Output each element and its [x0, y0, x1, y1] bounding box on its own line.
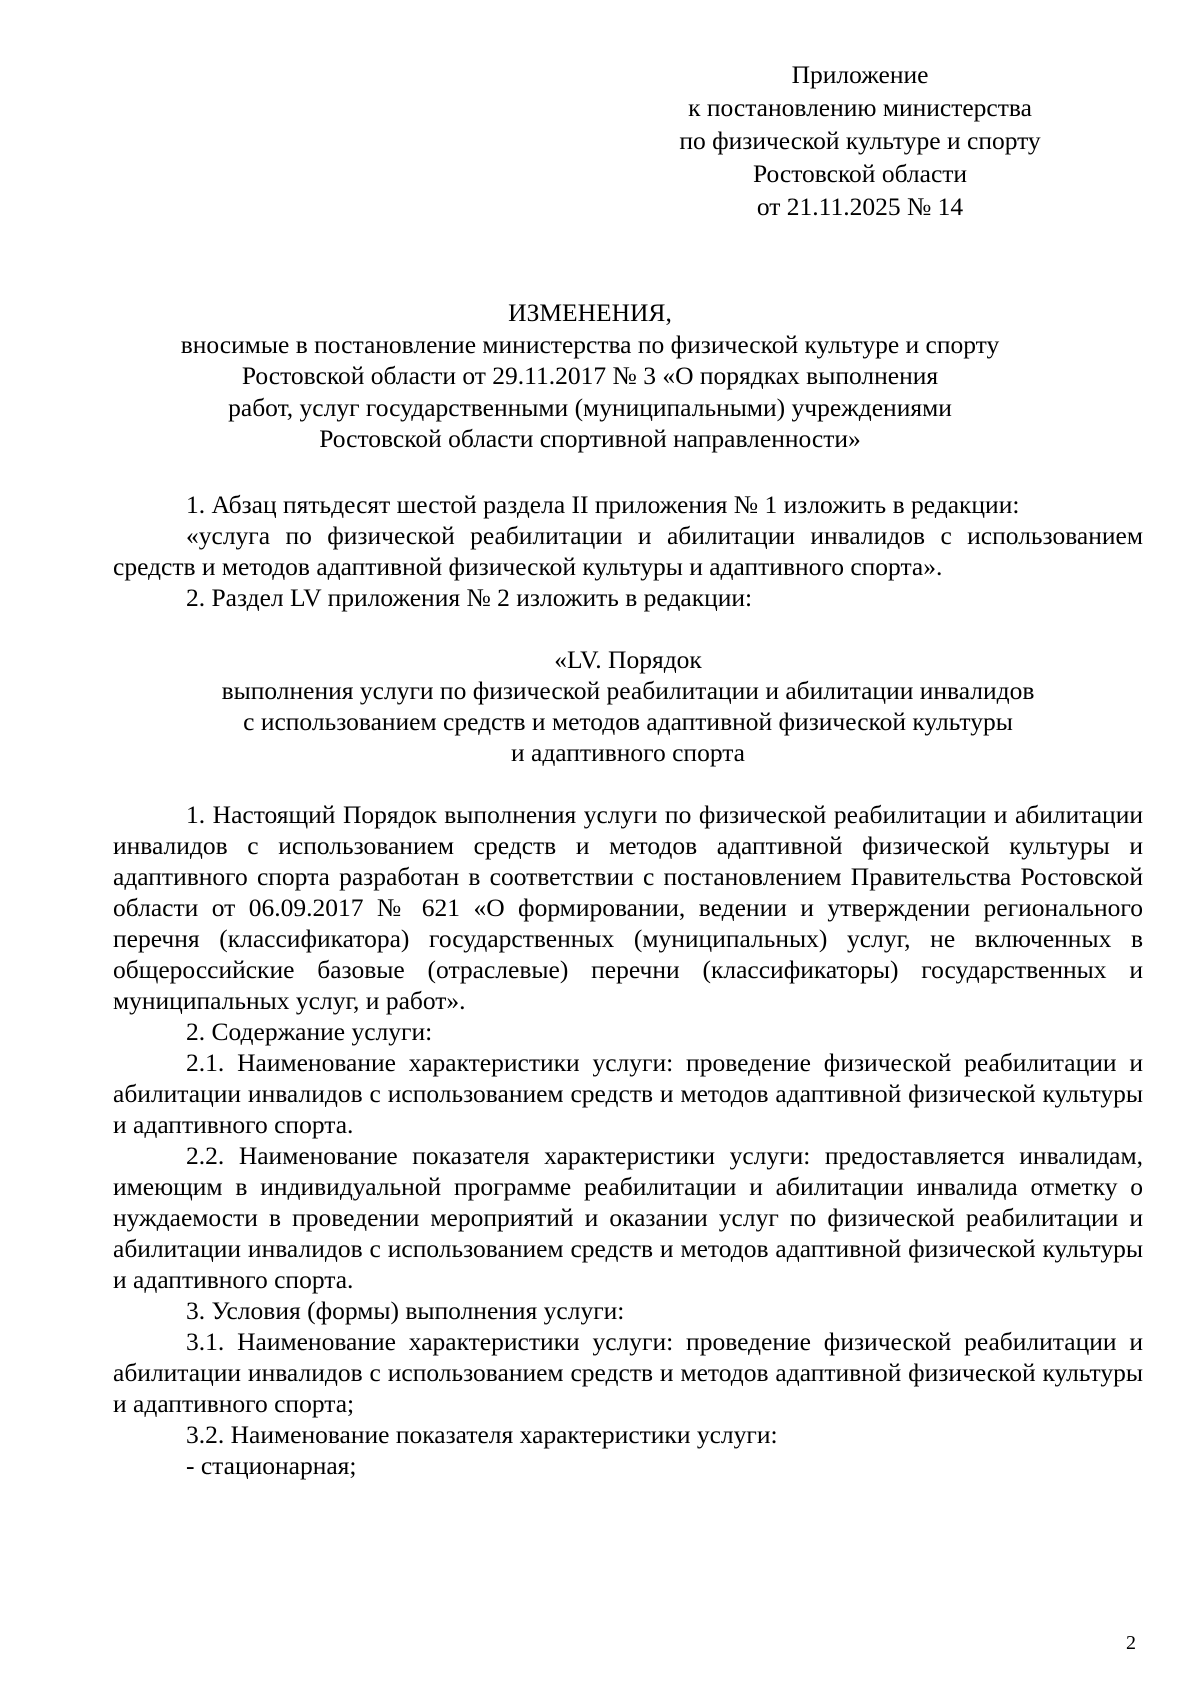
- title-line: работ, услуг государственными (муниципальными) учреждениями: [228, 392, 952, 422]
- paragraph-1: 1. Абзац пятьдесят шестой раздела II приложения № 1 изложить в редакции:: [186, 490, 1020, 519]
- appendix-line: Приложение: [791, 60, 929, 89]
- section-paragraph-2-2: 2.2. Наименование показателя характеристики услуги: предоставляется инвалидам, имеющим в индивидуальной программе реабилитации и абилитации инвалида отметку о нуждаемости в проведении мероприятий и оказании услуг по физической реабилитации и абилитации инвалидов с использованием средств и методов адаптивной физической культуры и адаптивного спорта.: [113, 1141, 1143, 1294]
- document-body: [113, 489, 1143, 1481]
- title-line: Ростовской области спортивной направленности»: [319, 424, 861, 453]
- appendix-line: по физической культуре и спорту: [679, 126, 1041, 155]
- section-paragraph-3-1: 3.1. Наименование характеристики услуги: проведение физической реабилитации и абилитации инвалидов с использованием средств и методов адаптивной физической культуры и адаптивного спорта;: [113, 1327, 1143, 1418]
- appendix-header: [650, 58, 1070, 223]
- appendix-line: от 21.11.2025 № 14: [756, 192, 964, 221]
- title-heading: ИЗМЕНЕНИЯ,: [508, 298, 672, 327]
- section-paragraph-1: 1. Настоящий Порядок выполнения услуги по физической реабилитации и абилитации инвалидов с использованием средств и методов адаптивной физической культуры и адаптивного спорта разработан в соответствии с постановлением Правительства Ростовской области от 06.09.2017 № 621 «О формировании, ведении и утверждении регионального перечня (классификатора) государственных (муниципальных) услуг, не включенных в общероссийские базовые (отраслевые) перечни (классификаторы) государственных и муниципальных услуг, и работ».: [113, 800, 1143, 1015]
- section-title-line: выполнения услуги по физической реабилитации и абилитации инвалидов: [221, 676, 1035, 705]
- title-line: вносимые в постановление министерства по физической культуре и спорту: [180, 329, 1000, 359]
- document-title: [110, 297, 1070, 455]
- section-paragraph-3-2: 3.2. Наименование показателя характеристики услуги:: [186, 1420, 778, 1449]
- appendix-line: к постановлению министерства: [688, 93, 1032, 122]
- paragraph-2: 2. Раздел LV приложения № 2 изложить в редакции:: [186, 583, 753, 612]
- section-list-item: - стационарная;: [186, 1451, 357, 1480]
- paragraph-1-quote: «услуга по физической реабилитации и абилитации инвалидов с использованием средств и методов адаптивной физической культуры и адаптивного спорта».: [113, 521, 1143, 581]
- title-line: Ростовской области от 29.11.2017 № 3 «О порядках выполнения: [241, 361, 939, 390]
- section-title: [113, 644, 1143, 768]
- section-title-line: и адаптивного спорта: [510, 738, 746, 767]
- page-number: 2: [1126, 1632, 1136, 1654]
- section-paragraph-2: 2. Содержание услуги:: [186, 1017, 433, 1046]
- appendix-line: Ростовской области: [752, 159, 968, 188]
- section-paragraph-3: 3. Условия (формы) выполнения услуги:: [186, 1296, 625, 1325]
- section-title-line: «LV. Порядок: [554, 645, 702, 674]
- section-paragraph-2-1: 2.1. Наименование характеристики услуги: проведение физической реабилитации и абилитации инвалидов с использованием средств и методов адаптивной физической культуры и адаптивного спорта.: [113, 1048, 1143, 1139]
- section-title-line: с использованием средств и методов адаптивной физической культуры: [243, 707, 1013, 736]
